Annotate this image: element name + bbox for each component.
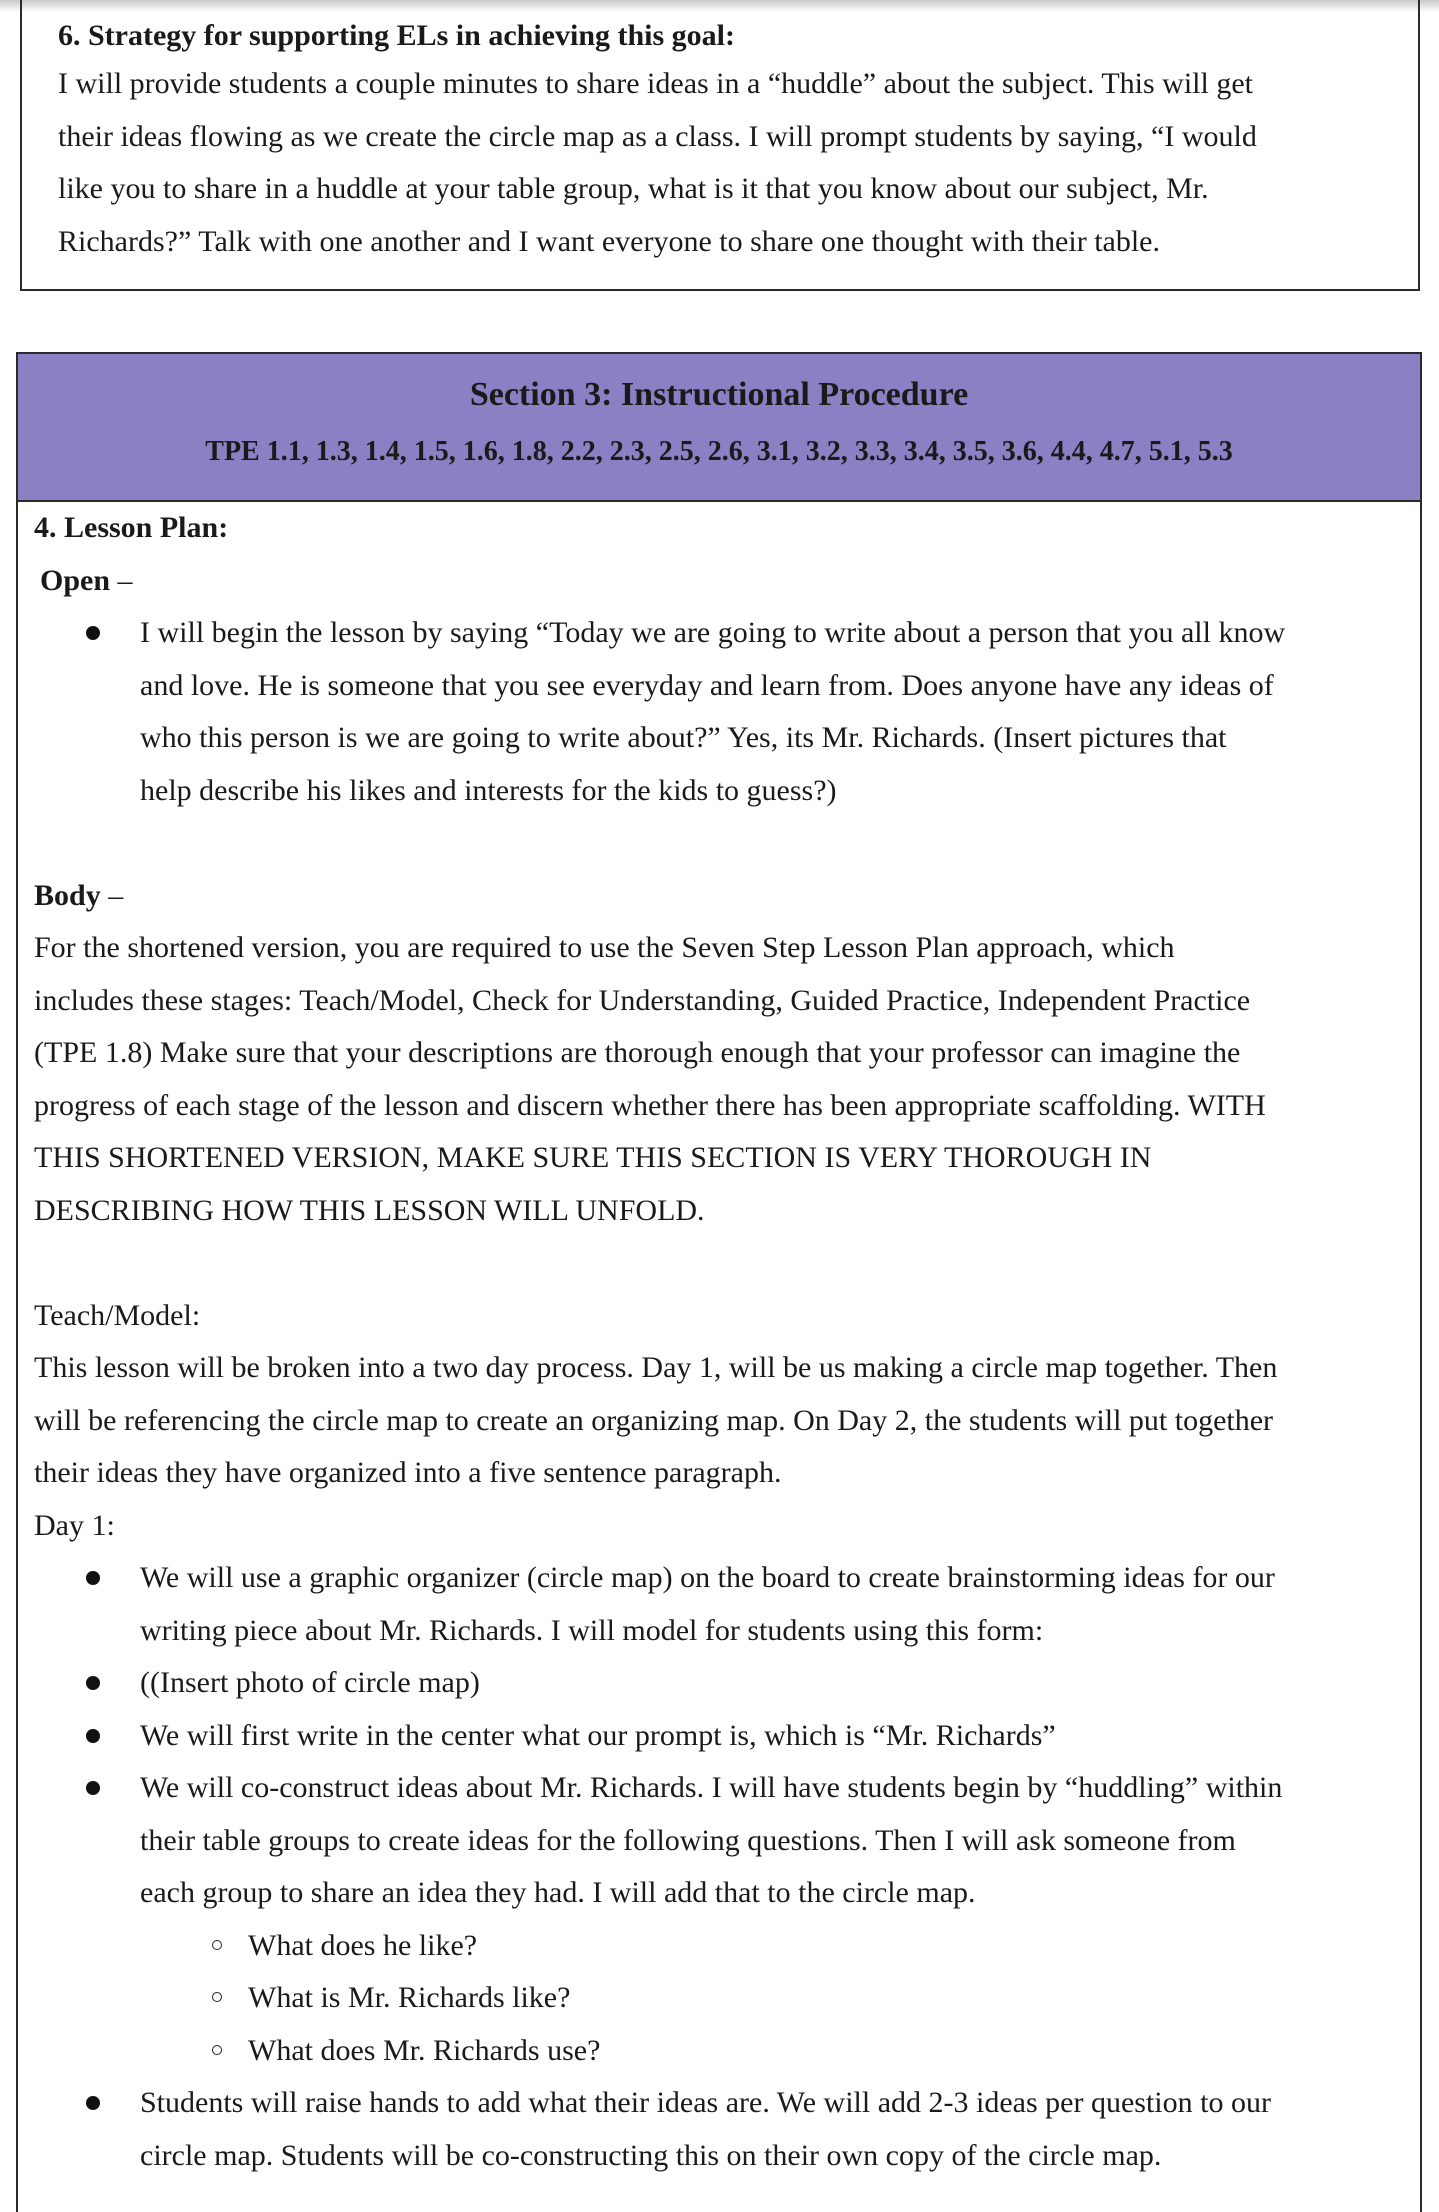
question-item xyxy=(34,1920,1404,1973)
bullet-line: We will co-construct ideas about Mr. Richards. I will have students begin by “huddling” within xyxy=(140,1771,1283,1804)
open-label: Open xyxy=(40,563,111,597)
question-text: What does he like? xyxy=(248,1928,478,1962)
day1-bullet xyxy=(34,1710,1404,1763)
bullet-icon xyxy=(86,1729,100,1743)
day1-bullet xyxy=(34,1762,1404,1920)
hollow-bullet-icon xyxy=(212,1940,222,1950)
strategy-box xyxy=(20,0,1420,291)
bullet-line: who this person is we are going to write about?” Yes, its Mr. Richards. (Insert pictures that xyxy=(140,721,1227,754)
bullet-line: ((Insert photo of circle map) xyxy=(140,1666,480,1699)
question-text: What is Mr. Richards like? xyxy=(248,1981,571,2014)
body-line: THIS SHORTENED VERSION, MAKE SURE THIS SECTION IS VERY THOROUGH IN xyxy=(34,1141,1152,1174)
bullet-line: I will begin the lesson by saying “Today we are going to write about a person that you all know xyxy=(140,616,1286,649)
open-bullet xyxy=(34,607,1404,817)
bullet-icon xyxy=(86,626,100,640)
open-dash: – xyxy=(110,563,133,597)
body-label: Body xyxy=(34,878,101,912)
bullet-line: each group to share an idea they had. I will add that to the circle map. xyxy=(140,1876,976,1909)
bullet-line: circle map. Students will be co-constructing this on their own copy of the circle map. xyxy=(140,2138,1162,2172)
strategy-heading: 6. Strategy for supporting ELs in achieving this goal: xyxy=(58,19,736,52)
bullet-icon xyxy=(86,1571,100,1585)
strategy-line: I will provide students a couple minutes to share ideas in a “huddle” about the subject. This will get xyxy=(58,67,1254,100)
body-line: progress of each stage of the lesson and discern whether there has been appropriate scaffolding. WITH xyxy=(34,1088,1266,1122)
lesson-plan-content xyxy=(34,502,1404,2182)
day-1-heading: Day 1: xyxy=(34,1508,115,1542)
hollow-bullet-icon xyxy=(212,2045,222,2055)
strategy-line: like you to share in a huddle at your table group, what is it that you know about our subject, Mr. xyxy=(58,172,1209,205)
section-3-tpe-list: TPE 1.1, 1.3, 1.4, 1.5, 1.6, 1.8, 2.2, 2.3, 2.5, 2.6, 3.1, 3.2, 3.3, 3.4, 3.5, 3.6, 4.4, 4.7, 5.1, 5.3 xyxy=(205,436,1233,467)
bullet-line: Students will raise hands to add what their ideas are. We will add 2-3 ideas per question to our xyxy=(140,2086,1271,2119)
teach-model-heading: Teach/Model: xyxy=(34,1298,201,1332)
strategy-line: Richards?” Talk with one another and I want everyone to share one thought with their table. xyxy=(58,224,1161,258)
bullet-icon xyxy=(86,1676,100,1690)
question-text: What does Mr. Richards use? xyxy=(248,2033,601,2067)
section-3-title: Section 3: Instructional Procedure xyxy=(469,376,969,413)
question-item xyxy=(34,1972,1404,2025)
bullet-line: writing piece about Mr. Richards. I will model for students using this form: xyxy=(140,1613,1044,1647)
lesson-plan-heading: 4. Lesson Plan: xyxy=(34,511,229,544)
body-dash: – xyxy=(100,878,124,912)
open-heading xyxy=(34,555,1404,608)
bullet-icon xyxy=(86,2096,100,2110)
body-line: (TPE 1.8) Make sure that your descriptions are thorough enough that your professor can imagine the xyxy=(34,1036,1241,1069)
bullet-line: We will use a graphic organizer (circle map) on the board to create brainstorming ideas for our xyxy=(140,1561,1275,1594)
question-item xyxy=(34,2025,1404,2078)
bullet-line: their table groups to create ideas for the following questions. Then I will ask someone from xyxy=(140,1823,1236,1857)
day1-bullet xyxy=(34,1552,1404,1657)
teach-line: will be referencing the circle map to create an organizing map. On Day 2, the students will put together xyxy=(34,1403,1274,1437)
bullet-line: and love. He is someone that you see everyday and learn from. Does anyone have any ideas of xyxy=(140,668,1274,702)
body-line: DESCRIBING HOW THIS LESSON WILL UNFOLD. xyxy=(34,1193,705,1227)
section-3-box xyxy=(16,352,1422,2212)
teach-line: This lesson will be broken into a two day process. Day 1, will be us making a circle map together. Then xyxy=(34,1351,1278,1384)
section-3-header xyxy=(18,354,1420,502)
strategy-line: their ideas flowing as we create the circle map as a class. I will prompt students by saying, “I would xyxy=(58,119,1257,153)
day1-bullet xyxy=(34,2077,1404,2182)
body-heading xyxy=(34,870,1404,923)
bullet-icon xyxy=(86,1781,100,1795)
bullet-line: We will first write in the center what our prompt is, which is “Mr. Richards” xyxy=(140,1718,1056,1752)
hollow-bullet-icon xyxy=(212,1992,222,2002)
teach-line: their ideas they have organized into a five sentence paragraph. xyxy=(34,1456,782,1489)
day1-bullet xyxy=(34,1657,1404,1710)
body-line: includes these stages: Teach/Model, Check for Understanding, Guided Practice, Independent Practice xyxy=(34,983,1251,1017)
body-line: For the shortened version, you are required to use the Seven Step Lesson Plan approach, which xyxy=(34,931,1175,964)
bullet-line: help describe his likes and interests for the kids to guess?) xyxy=(140,773,837,807)
